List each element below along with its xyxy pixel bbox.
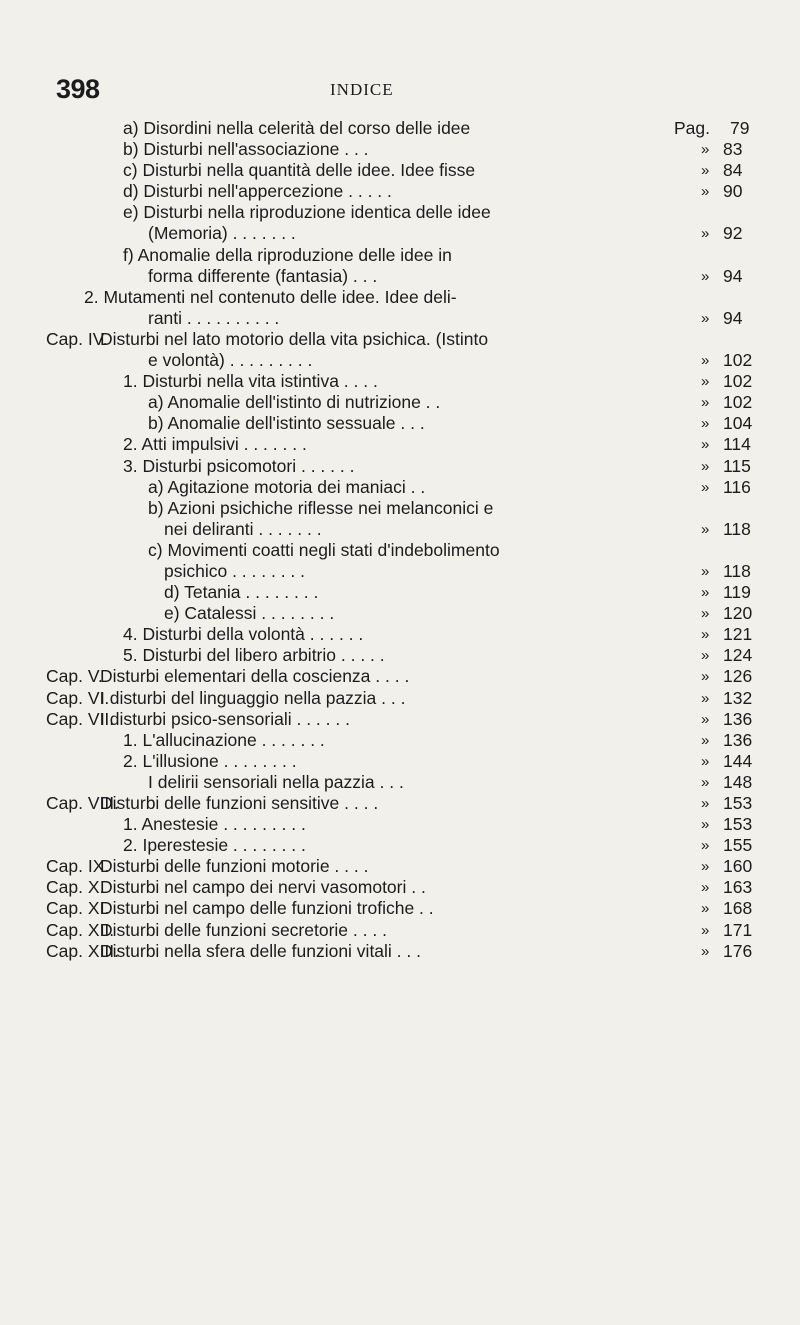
chapter-label: Cap. V. bbox=[46, 666, 103, 687]
page-reference: 92 bbox=[723, 223, 743, 244]
page-reference: 84 bbox=[723, 160, 743, 181]
ditto-mark: » bbox=[701, 773, 710, 791]
entry-title: a) Anomalie dell'istinto di nutrizione . . bbox=[148, 392, 441, 413]
entry-title: d) Disturbi nell'appercezione . . . . . bbox=[123, 181, 392, 202]
entry-title: c) Movimenti coatti negli stati d'indebolimento bbox=[148, 539, 500, 560]
page-reference: 163 bbox=[723, 877, 753, 898]
chapter-label: Cap. XIII. bbox=[46, 940, 119, 961]
page-header bbox=[0, 74, 800, 104]
ditto-mark: » bbox=[701, 689, 710, 707]
toc-entry bbox=[0, 645, 800, 666]
toc-entry bbox=[0, 624, 800, 645]
ditto-mark: » bbox=[701, 457, 710, 475]
entry-title: ranti . . . . . . . . . . bbox=[148, 307, 280, 328]
ditto-mark: » bbox=[701, 626, 710, 644]
entry-title: c) Disturbi nella quantità delle idee. Idee fisse bbox=[123, 160, 476, 181]
toc-entry bbox=[0, 519, 800, 540]
toc-entry bbox=[0, 835, 800, 856]
toc-entry bbox=[0, 434, 800, 455]
entry-title: 1. Anestesie . . . . . . . . . bbox=[123, 814, 306, 835]
ditto-mark: » bbox=[701, 267, 710, 285]
entry-title: d) Tetania . . . . . . . . bbox=[164, 582, 319, 603]
chapter-label: Cap. VI. bbox=[46, 687, 110, 708]
page-reference: 102 bbox=[723, 350, 753, 371]
toc-entry bbox=[0, 139, 800, 160]
toc-entry bbox=[0, 898, 800, 919]
toc-entry bbox=[0, 877, 800, 898]
entry-title: a) Agitazione motoria dei maniaci . . bbox=[148, 476, 426, 497]
chapter-label: Cap. XII. bbox=[46, 919, 115, 940]
entry-title: 5. Disturbi del libero arbitrio . . . . . bbox=[123, 645, 385, 666]
entry-title: b) Anomalie dell'istinto sessuale . . . bbox=[148, 413, 425, 434]
entry-title: e) Catalessi . . . . . . . . bbox=[164, 603, 335, 624]
page-reference: 153 bbox=[723, 814, 753, 835]
page-reference: 116 bbox=[723, 476, 751, 497]
page-reference: 104 bbox=[723, 413, 753, 434]
pag-label: Pag. bbox=[674, 118, 710, 138]
table-of-contents bbox=[0, 118, 800, 962]
page-reference: 132 bbox=[723, 687, 753, 708]
entry-title: Disturbi nel lato motorio della vita psichica. (Istinto bbox=[100, 328, 489, 349]
toc-entry bbox=[0, 371, 800, 392]
chapter-label: Cap. VIII. bbox=[46, 793, 119, 813]
ditto-mark: » bbox=[701, 668, 710, 686]
entry-title: Disturbi delle funzioni motorie . . . . bbox=[100, 856, 369, 877]
toc-entry bbox=[0, 160, 800, 181]
toc-entry bbox=[0, 856, 800, 877]
page-reference: 160 bbox=[723, 856, 753, 877]
ditto-mark: » bbox=[701, 731, 710, 749]
ditto-mark: » bbox=[701, 837, 710, 855]
entry-title: psichico . . . . . . . . bbox=[164, 560, 306, 581]
ditto-mark: » bbox=[701, 584, 710, 602]
ditto-mark: » bbox=[701, 225, 710, 243]
entry-title: (Memoria) . . . . . . . bbox=[148, 223, 296, 244]
entry-title: 2. Iperestesie . . . . . . . . bbox=[123, 835, 306, 856]
running-head: INDICE bbox=[330, 80, 394, 99]
toc-entry bbox=[0, 772, 800, 793]
entry-title: Disturbi elementari della coscienza . . . . bbox=[100, 666, 410, 687]
ditto-mark: » bbox=[701, 478, 710, 496]
page-reference: 119 bbox=[723, 582, 751, 603]
toc-entry bbox=[0, 709, 800, 730]
entry-title: I delirii sensoriali nella pazzia . . . bbox=[148, 771, 404, 792]
page-reference: 118 bbox=[723, 518, 751, 539]
entry-title: Disturbi nel campo delle funzioni trofiche . . bbox=[100, 898, 434, 919]
toc-entry bbox=[0, 582, 800, 603]
toc-entry bbox=[0, 456, 800, 477]
ditto-mark: » bbox=[701, 942, 710, 960]
chapter-label: Cap. IX. bbox=[46, 856, 110, 877]
chapter-label: Cap. XI. bbox=[46, 898, 110, 919]
ditto-mark: » bbox=[701, 921, 710, 939]
ditto-mark: » bbox=[701, 710, 710, 728]
entry-title: 1. L'allucinazione . . . . . . . bbox=[123, 729, 325, 750]
entry-title: nei deliranti . . . . . . . bbox=[164, 518, 322, 539]
ditto-mark: » bbox=[701, 816, 710, 834]
entry-title: b) Azioni psichiche riflesse nei melanconici e bbox=[148, 497, 494, 518]
page-reference: 124 bbox=[723, 645, 753, 666]
page-reference: 83 bbox=[723, 139, 743, 160]
ditto-mark: » bbox=[701, 394, 710, 412]
toc-entry bbox=[0, 498, 800, 519]
page-reference: 120 bbox=[723, 603, 753, 624]
page-reference: 114 bbox=[723, 434, 751, 455]
entry-title: 2. Mutamenti nel contenuto delle idee. Idee deli- bbox=[84, 286, 457, 307]
page-reference: 155 bbox=[723, 835, 753, 856]
entry-title: e volontà) . . . . . . . . . bbox=[148, 350, 313, 371]
toc-entry bbox=[0, 603, 800, 624]
chapter-label: Cap. X. bbox=[46, 877, 105, 898]
page-reference: 171 bbox=[723, 919, 753, 940]
ditto-mark: » bbox=[701, 605, 710, 623]
toc-entry bbox=[0, 793, 800, 814]
entry-title: Disturbi nella sfera delle funzioni vitali . . . bbox=[100, 940, 421, 961]
ditto-mark: » bbox=[701, 900, 710, 918]
page-reference: 94 bbox=[723, 307, 743, 328]
ditto-mark: » bbox=[701, 858, 710, 876]
toc-entry bbox=[0, 666, 800, 687]
ditto-mark: » bbox=[701, 436, 710, 454]
page-reference: 153 bbox=[723, 793, 753, 813]
entry-title: 4. Disturbi della volontà . . . . . . bbox=[123, 624, 364, 645]
entry-title: I disturbi del linguaggio nella pazzia . . . bbox=[100, 687, 406, 708]
entry-title: 1. Disturbi nella vita istintiva . . . . bbox=[123, 371, 378, 392]
toc-entry bbox=[0, 202, 800, 223]
entry-title: Disturbi delle funzioni secretorie . . . . bbox=[100, 919, 387, 940]
page-reference: 115 bbox=[723, 455, 751, 476]
toc-entry bbox=[0, 730, 800, 751]
toc-entry bbox=[0, 751, 800, 772]
ditto-mark: » bbox=[701, 795, 710, 812]
toc-entry bbox=[0, 941, 800, 962]
ditto-mark: » bbox=[701, 141, 710, 159]
ditto-mark: » bbox=[701, 352, 710, 370]
entry-title: a) Disordini nella celerità del corso delle idee bbox=[123, 118, 471, 138]
toc-entry bbox=[0, 223, 800, 244]
page-number: 398 bbox=[56, 74, 100, 104]
ditto-mark: » bbox=[701, 520, 710, 538]
ditto-mark: » bbox=[701, 373, 710, 391]
entry-title: 2. Atti impulsivi . . . . . . . bbox=[123, 434, 307, 455]
chapter-label: Cap. IV. bbox=[46, 328, 108, 349]
toc-entry bbox=[0, 287, 800, 308]
page-reference: 79 bbox=[730, 118, 750, 138]
ditto-mark: » bbox=[701, 309, 710, 327]
toc-entry bbox=[0, 329, 800, 350]
page-reference: 168 bbox=[723, 898, 753, 919]
page-reference: 176 bbox=[723, 940, 753, 961]
entry-title: b) Disturbi nell'associazione . . . bbox=[123, 139, 369, 160]
chapter-label: Cap. VII. bbox=[46, 708, 115, 729]
entry-title: Disturbi delle funzioni sensitive . . . . bbox=[100, 793, 379, 813]
toc-entry bbox=[0, 413, 800, 434]
entry-title: Disturbi nel campo dei nervi vasomotori . . bbox=[100, 877, 426, 898]
toc-entry bbox=[0, 920, 800, 941]
toc-entry bbox=[0, 350, 800, 371]
toc-entry bbox=[0, 477, 800, 498]
ditto-mark: » bbox=[701, 752, 710, 770]
entry-title: f) Anomalie della riproduzione delle idee in bbox=[123, 244, 452, 265]
page-reference: 126 bbox=[723, 666, 753, 687]
ditto-mark: » bbox=[701, 162, 710, 180]
page-reference: 121 bbox=[723, 624, 753, 645]
toc-entry bbox=[0, 181, 800, 202]
ditto-mark: » bbox=[701, 562, 710, 580]
entry-title: I disturbi psico-sensoriali . . . . . . bbox=[100, 708, 350, 729]
toc-entry bbox=[0, 245, 800, 266]
entry-title: e) Disturbi nella riproduzione identica delle idee bbox=[123, 202, 491, 223]
toc-entry bbox=[0, 392, 800, 413]
ditto-mark: » bbox=[701, 183, 710, 201]
toc-entry bbox=[0, 308, 800, 329]
toc-entry bbox=[0, 266, 800, 287]
ditto-mark: » bbox=[701, 879, 710, 897]
toc-entry bbox=[0, 561, 800, 582]
page-reference: 102 bbox=[723, 371, 753, 392]
toc-entry bbox=[0, 118, 800, 139]
entry-title: 2. L'illusione . . . . . . . . bbox=[123, 750, 297, 771]
toc-entry bbox=[0, 540, 800, 561]
entry-title: forma differente (fantasia) . . . bbox=[148, 265, 378, 286]
page-reference: 136 bbox=[723, 708, 753, 729]
page-reference: 136 bbox=[723, 729, 753, 750]
page-reference: 144 bbox=[723, 750, 753, 771]
toc-entry bbox=[0, 688, 800, 709]
page-reference: 148 bbox=[723, 771, 753, 792]
page-reference: 94 bbox=[723, 265, 743, 286]
page-reference: 90 bbox=[723, 181, 743, 202]
ditto-mark: » bbox=[701, 415, 710, 433]
toc-entry bbox=[0, 814, 800, 835]
page-reference: 102 bbox=[723, 392, 753, 413]
entry-title: 3. Disturbi psicomotori . . . . . . bbox=[123, 455, 355, 476]
ditto-mark: » bbox=[701, 647, 710, 665]
page-reference: 118 bbox=[723, 560, 751, 581]
